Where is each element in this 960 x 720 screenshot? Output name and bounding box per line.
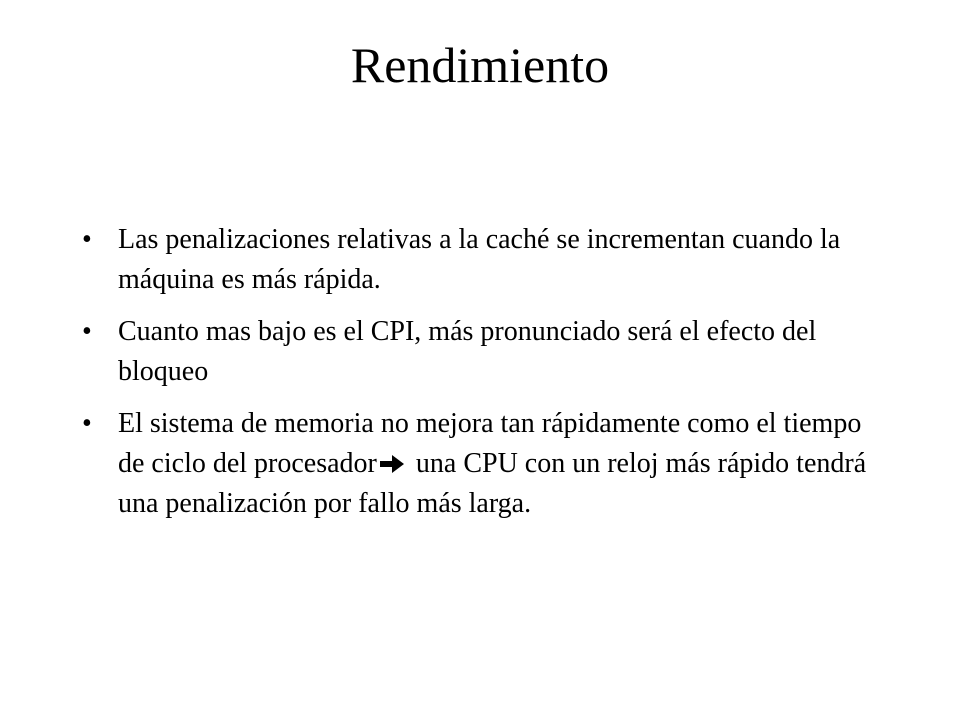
bullet-item-2 xyxy=(82,312,882,392)
bullet-item-3 xyxy=(82,404,882,524)
bullet-list xyxy=(82,220,882,536)
bullet-text-after: una CPU con un reloj más rápido tendrá una penalización por fallo más larga. xyxy=(118,448,867,519)
bullet-marker: • xyxy=(82,316,92,347)
slide-title: Rendimiento xyxy=(350,37,610,93)
bullet-text: Las penalizaciones relativas a la caché se incrementan cuando la máquina es más rápida. xyxy=(118,224,841,295)
bullet-marker: • xyxy=(82,224,92,255)
bullet-item-1 xyxy=(82,220,882,300)
right-arrow-icon xyxy=(378,453,406,475)
bullet-text-before: El sistema de memoria no mejora tan rápidamente como el tiempo de ciclo del procesador xyxy=(118,408,862,479)
bullet-text: Cuanto mas bajo es el CPI, más pronunciado será el efecto del bloqueo xyxy=(118,316,817,387)
bullet-marker: • xyxy=(82,408,92,439)
